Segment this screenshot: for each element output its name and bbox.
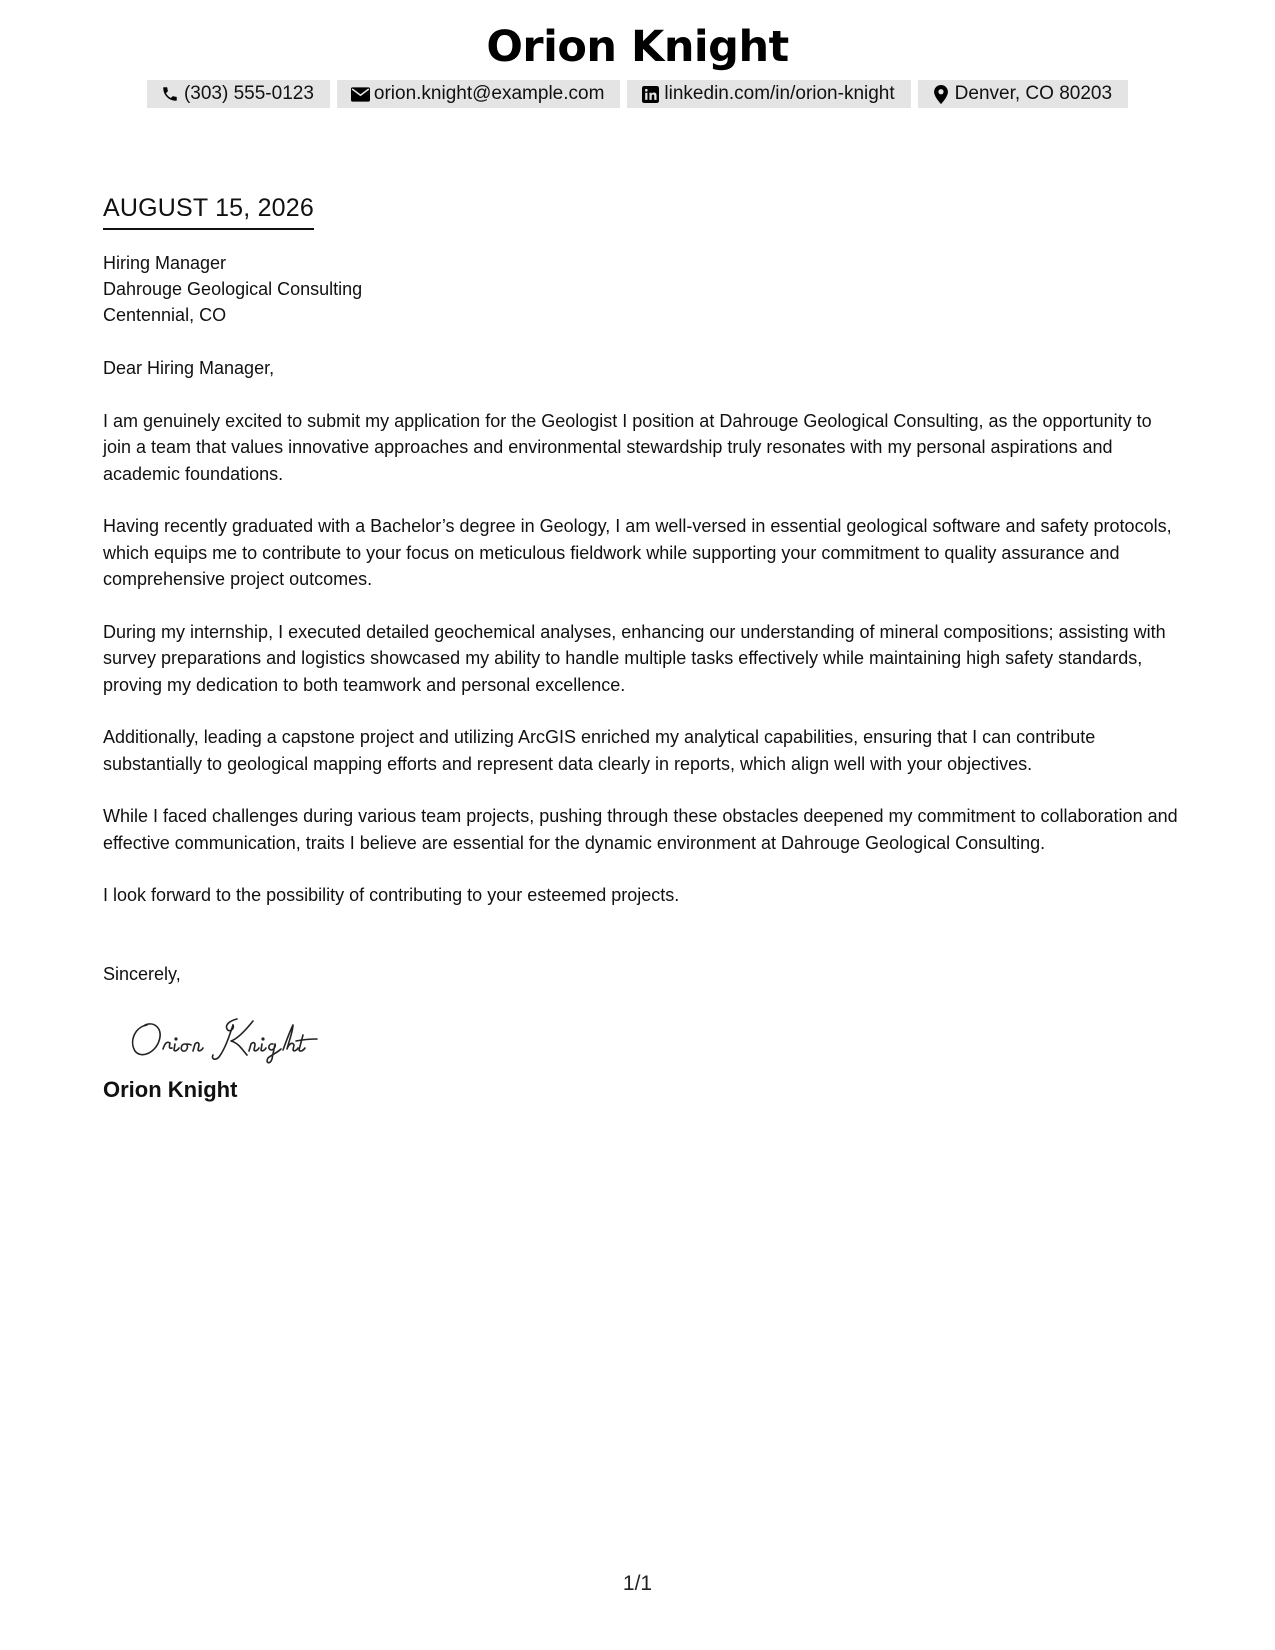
contact-phone (147, 80, 330, 108)
handwritten-signature (125, 1011, 345, 1067)
salutation: Dear Hiring Manager, (103, 358, 275, 378)
contact-linkedin-text: linkedin.com/in/orion-knight (664, 83, 895, 104)
body-paragraph: I look forward to the possibility of contributing to your esteemed projects. (103, 885, 680, 905)
contact-location (918, 80, 1128, 108)
phone-icon (161, 85, 180, 104)
body-paragraph: Additionally, leading a capstone project and utilizing ArcGIS enriched my analytical capabilities, ensuring that I can contribute substantially to geological mapping efforts and represent data clearly in reports, which align well with your objectives. (103, 727, 1096, 774)
body-paragraph: While I faced challenges during various team projects, pushing through these obstacles deepened my commitment to collaboration and effective communication, traits I believe are essential for the dynamic environment at Dahrouge Geological Consulting. (103, 806, 1178, 853)
letter-date: AUGUST 15, 2026 (103, 192, 314, 230)
contact-phone-text: (303) 555-0123 (183, 83, 314, 104)
body-paragraph: During my internship, I executed detailed geochemical analyses, enhancing our understanding of mineral compositions; assisting with survey preparations and logistics showcased my ability to handle multiple tasks effectively while maintaining high safety standards, proving my dedication to both teamwork and personal excellence. (103, 621, 1166, 695)
applicant-name-header: Orion Knight (486, 22, 789, 72)
recipient-company: Dahrouge Geological Consulting (103, 279, 363, 299)
body-paragraph: I am genuinely excited to submit my application for the Geologist I position at Dahrouge Geological Consulting, as the opportunity to join a team that values innovative approaches and environmental stewardship truly resonates with my personal aspirations and academic foundations. (103, 410, 1152, 484)
contact-linkedin[interactable] (627, 80, 910, 108)
contact-email[interactable] (337, 80, 621, 108)
closing: Sincerely, (103, 963, 181, 984)
letter-body (103, 192, 1178, 1104)
contact-bar (0, 80, 1275, 108)
envelope-icon (351, 85, 370, 104)
body-paragraph: Having recently graduated with a Bachelor’s degree in Geology, I am well-versed in essential geological software and safety protocols, which equips me to contribute to your focus on meticulous fieldwork while supporting your commitment to quality assurance and comprehensive project outcomes. (103, 516, 1172, 589)
contact-email-text: orion.knight@example.com (373, 83, 605, 104)
contact-location-text: Denver, CO 80203 (954, 83, 1113, 104)
recipient-title: Hiring Manager (103, 253, 227, 273)
linkedin-icon (641, 85, 660, 104)
signer-name: Orion Knight (103, 1077, 238, 1102)
page-number: 1/1 (622, 1572, 653, 1595)
map-marker-icon (932, 85, 951, 104)
recipient-location: Centennial, CO (103, 305, 227, 325)
recipient-block (103, 250, 1178, 328)
